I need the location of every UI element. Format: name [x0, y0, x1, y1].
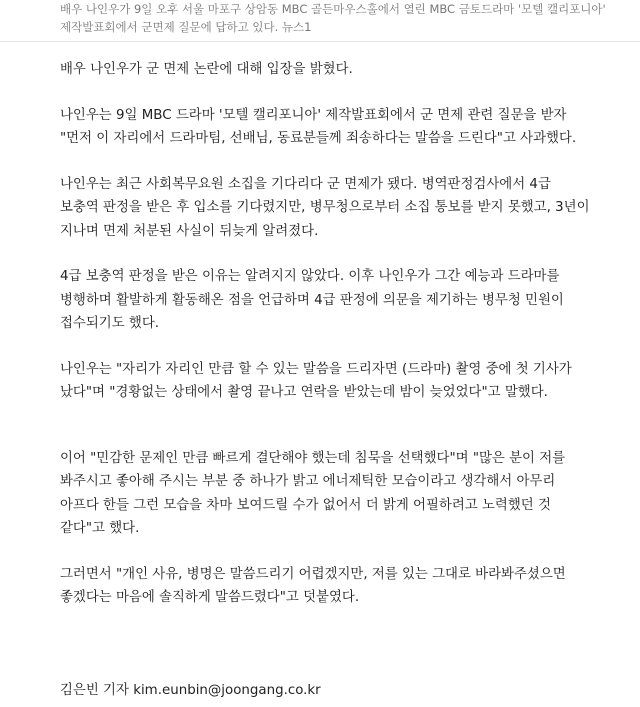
photo-caption-line: 배우 나인우가 9일 오후 서울 마포구 상암동 MBC 골든마우스홀에서 열린 MBC 금토드라마 '모텔 캘리포니아': [60, 2, 606, 16]
article-paragraph: [60, 563, 620, 610]
divider: [0, 41, 640, 42]
photo-caption: [60, 0, 620, 36]
article-line: 보충역 판정을 받은 후 입소를 기다렸지만, 병무청으로부터 소집 통보를 받지 못했고, 3년이: [60, 200, 590, 215]
article-paragraph: [60, 447, 620, 541]
article-line: 나인우는 "자리가 자리인 만큼 할 수 있는 말씀을 드리자면 (드라마) 촬영 중에 첫 기사가: [60, 361, 572, 377]
article-paragraph: [60, 104, 620, 151]
article-paragraph: [60, 58, 620, 82]
article-line: 병행하며 활발하게 활동해온 점을 언급하며 4급 판정에 의문을 제기하는 병무청 민원이: [60, 292, 564, 308]
byline: [60, 681, 321, 701]
article-line: 지나며 면제 처분된 사실이 뒤늦게 알려졌다.: [60, 223, 319, 239]
article-line: 아프다 한들 그런 모습을 차마 보여드릴 수가 없어서 더 밝게 어필하려고 노력했던 것: [60, 497, 551, 513]
article-line: 이어 "민감한 문제인 만큼 빠르게 결단해야 했는데 침묵을 선택했다"며 "많은 분이 저를: [60, 450, 566, 466]
article-paragraph: [60, 358, 620, 405]
photo-caption-line: 제작발표회에서 군면제 질문에 답하고 있다. 뉴스1: [60, 20, 312, 34]
article-line: 4급 보충역 판정을 받은 이유는 알려지지 않았다. 이후 나인우가 그간 예능과 드라마를: [60, 269, 560, 284]
article-line: 나인우는 최근 사회복무요원 소집을 기다리다 군 면제가 됐다. 병역판정검사에서 4급: [60, 176, 551, 192]
article-line: 났다"며 "경황없는 상태에서 촬영 끝나고 연락을 받았는데 밤이 늦었었다"고 말했다.: [60, 385, 548, 400]
article-line: 그러면서 "개인 사유, 병명은 말씀드리기 어렵겠지만, 저를 있는 그대로 바라봐주셨으면: [60, 566, 566, 582]
article-line: 배우 나인우가 군 면제 논란에 대해 입장을 밝혔다.: [60, 62, 353, 77]
article-line: 봐주시고 좋아해 주시는 부분 중 하나가 밝고 에너제틱한 모습이라고 생각해서 아무리: [60, 474, 556, 489]
reporter-name: 김은빈 기자: [60, 683, 129, 698]
article-paragraph: [60, 173, 620, 244]
reporter-email-link[interactable]: kim.eunbin@joongang.co.kr: [133, 683, 321, 698]
article-line: 접수되기도 했다.: [60, 316, 160, 331]
article-line: "먼저 이 자리에서 드라마팀, 선배님, 동료분들께 죄송하다는 말씀을 드린다"고 사과했다.: [60, 131, 577, 146]
article-line: 같다"고 했다.: [60, 521, 140, 536]
article-paragraph: [60, 265, 620, 336]
article-line: 좋겠다는 마음에 솔직하게 말씀드렸다"고 덧붙였다.: [60, 590, 360, 605]
article-body: [60, 58, 620, 610]
article-line: 나인우는 9일 MBC 드라마 '모텔 캘리포니아' 제작발표회에서 군 면제 관련 질문을 받자: [60, 107, 567, 123]
